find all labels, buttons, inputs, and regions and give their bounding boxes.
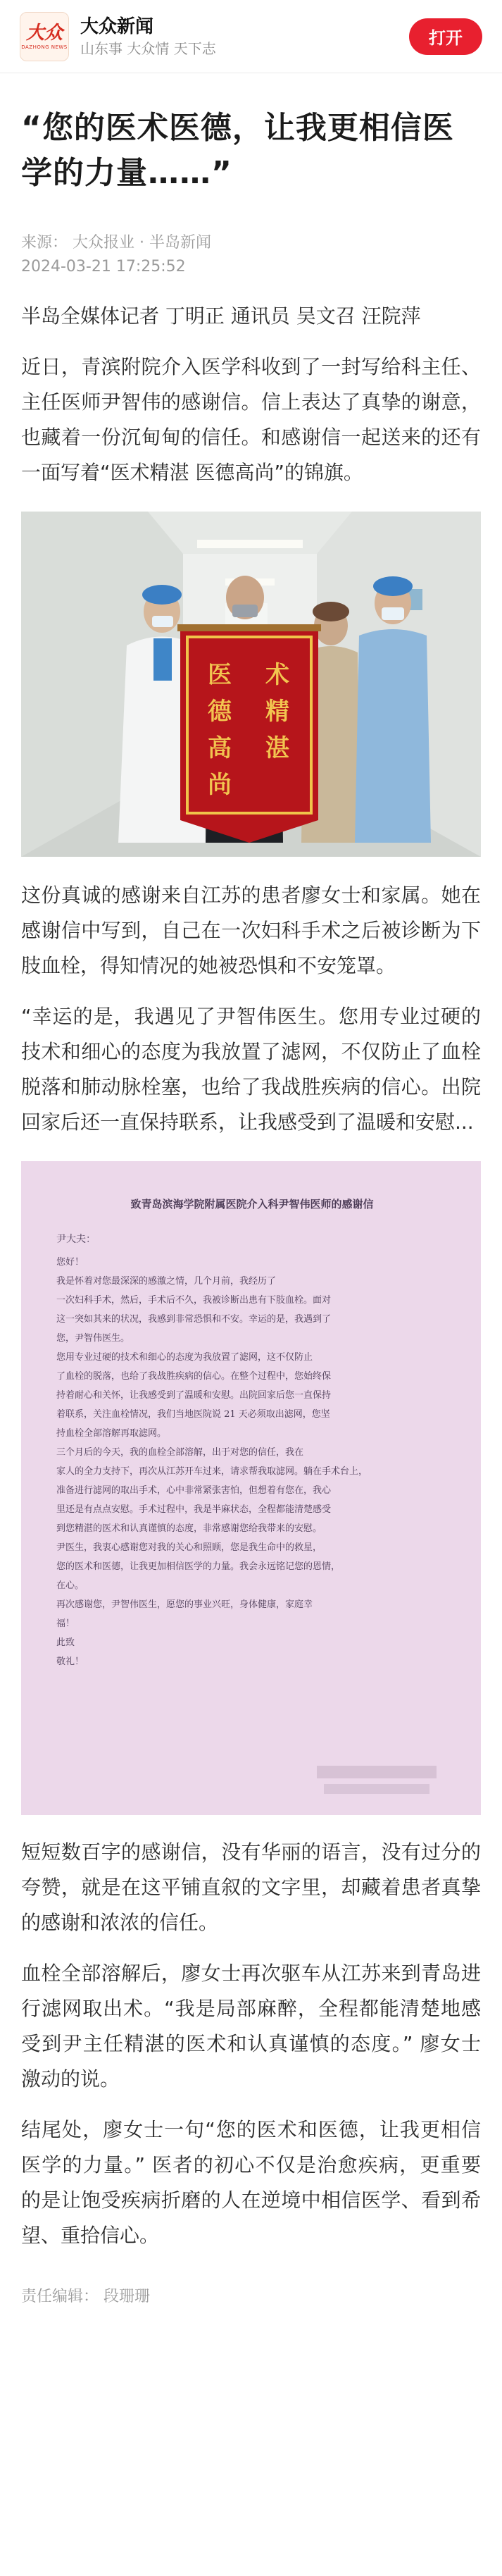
- letter-date: [324, 1784, 429, 1794]
- letter-line: 到您精湛的医术和认真谨慎的态度，非常感谢您给我带来的安慰。: [56, 1523, 322, 1534]
- app-logo[interactable]: [20, 12, 69, 61]
- banner-text-right: 术精湛: [265, 661, 289, 762]
- letter-line: 着联系，关注血栓情况，我们当地医院说 21 天必须取出滤网，您坚: [56, 1409, 330, 1420]
- letter-line: 三个月后的今天，我的血栓全部溶解，出于对您的信任，我在: [56, 1447, 304, 1458]
- letter-line: 了血栓的脱落，也给了我战胜疾病的信心。在整个过程中，您始终保: [56, 1371, 332, 1382]
- letter-line: 福！: [56, 1618, 75, 1629]
- letter-line: 持着耐心和关怀，让我感受到了温暖和安慰。出院回家后您一直保持: [56, 1390, 332, 1401]
- paragraph-1: 近日，青滨附院介入医学科收到了一封写给科主任、主任医师尹智伟的感谢信。信上表达了真挚的谢意，也藏着一份沉甸甸的信任。和感谢信一起送来的还有一面写着“医术精湛 医德高尚”的锦旗。: [21, 355, 481, 484]
- paragraph-5: 血栓全部溶解后，廖女士再次驱车从江苏来到青岛进行滤网取出术。“我是局部麻醉，全程都能清楚地感受到尹主任精湛的医术和认真谨慎的态度。” 廖女士激动的说。: [21, 1962, 481, 2091]
- letter-line: 一次妇科手术，然后，手术后不久，我被诊断出患有下肢血栓。面对: [56, 1295, 332, 1306]
- letter-line: 在心。: [56, 1580, 84, 1591]
- article-source: 来源： 大众报业 · 半岛新闻: [21, 234, 211, 252]
- letter-line: 您好！: [56, 1257, 84, 1268]
- article-photo[interactable]: [21, 512, 481, 857]
- letter-line: 我是怀着对您最深深的感激之情，几个月前，我经历了: [56, 1276, 277, 1287]
- letter-line: 准备进行滤网的取出手术，心中非常紧张害怕，但想着有您在，我心: [56, 1485, 332, 1496]
- logo-mark: 大众: [25, 22, 63, 44]
- letter-line: 这一突如其来的状况，我感到非常恐惧和不安。幸运的是，我遇到了: [56, 1314, 332, 1325]
- letter-line: 您用专业过硬的技术和细心的态度为我放置了滤网，这不仅防止: [56, 1352, 313, 1363]
- reporter-line: 半岛全媒体记者 丁明正 通讯员 吴文召 汪院萍: [21, 304, 421, 328]
- paragraph-2: 这份真诚的感谢来自江苏的患者廖女士和家属。她在感谢信中写到，自己在一次妇科手术之后被诊断为下肢血栓，得知情况的她被恐惧和不安笼罩。: [21, 884, 481, 977]
- letter-line: 您的医术和医德，让我更加相信医学的力量。我会永远铭记您的恩情，: [56, 1561, 341, 1572]
- letter-title: 致青岛滨海学院附属医院介入科尹智伟医师的感谢信: [130, 1198, 374, 1210]
- letter-line: 您，尹智伟医生。: [56, 1333, 130, 1344]
- logo-subtext: DAZHONG NEWS: [21, 44, 68, 50]
- letter-line: 里还是有点点安慰。手术过程中，我是半麻状态，全程都能清楚感受: [56, 1504, 332, 1515]
- article-editor: 责任编辑： 段珊珊: [21, 2288, 150, 2305]
- article: [0, 106, 502, 2306]
- photo-illustration: [21, 512, 481, 857]
- letter-line: 家人的全力支持下，再次从江苏开车过来，请求帮我取滤网。躺在手术台上，: [56, 1466, 368, 1477]
- open-app-button[interactable]: 打开: [409, 18, 482, 55]
- app-banner: [0, 0, 502, 73]
- letter-line: 持血栓全部溶解再取滤网。: [56, 1428, 167, 1439]
- app-name: 大众新闻: [80, 16, 154, 37]
- paragraph-6: 结尾处，廖女士一句“您的医术和医德，让我更相信医学的力量。” 医者的初心不仅是治愈疾病，更重要的是让饱受疾病折磨的人在逆境中相信医学、看到希望、重拾信心。: [21, 2118, 481, 2247]
- paragraph-3-quote: “幸运的是，我遇见了尹智伟医生。您用专业过硬的技术和细心的态度为我放置了滤网，不仅防止了血栓脱落和肺动脉栓塞，也给了我战胜疾病的信心。出院回家后还一直保持联系，让我感受到了温暖和安慰...: [21, 1005, 481, 1134]
- paragraph-4: 短短数百字的感谢信，没有华丽的语言，没有过分的夸赞，就是在这平铺直叙的文字里，却藏着患者真挚的感谢和浓浓的信任。: [21, 1840, 481, 1934]
- banner-text-left: 医德高尚: [208, 661, 232, 799]
- letter-line: 再次感谢您，尹智伟医生，愿您的事业兴旺，身体健康，家庭幸: [56, 1599, 313, 1610]
- article-meta: [21, 231, 481, 279]
- letter-salutation: 尹大夫：: [56, 1234, 96, 1245]
- article-title: “您的医术医德，让我更相信医学的力量……”: [21, 110, 454, 191]
- letter-line: 敬礼！: [56, 1657, 84, 1667]
- letter-signature: [317, 1766, 437, 1778]
- app-brand: [80, 15, 409, 58]
- thank-you-letter-image[interactable]: [21, 1161, 481, 1815]
- letter-body: [56, 1253, 451, 1671]
- letter-line: 此致: [56, 1637, 75, 1648]
- article-time: 2024-03-21 17:25:52: [21, 258, 186, 275]
- app-slogan: 山东事 大众情 天下志: [80, 39, 216, 57]
- letter-line: 尹医生，我衷心感谢您对我的关心和照顾，您是我生命中的救星，: [56, 1542, 322, 1553]
